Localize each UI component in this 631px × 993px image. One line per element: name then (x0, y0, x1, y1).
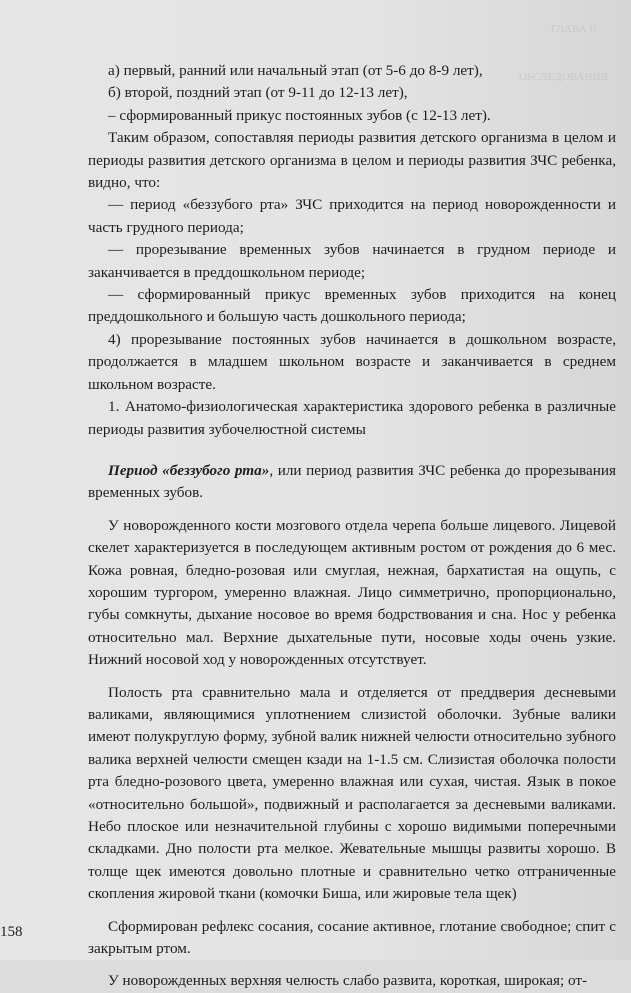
section-heading: 1. Анатомо-физиологическая характеристика здорового ребенка в различные периоды развития зубочелюстной системы (88, 398, 616, 438)
page-number: 158 (0, 924, 23, 940)
paragraph: — сформированный прикус временных зубов приходится на конец преддошкольного и большую часть дошкольного периода; (88, 286, 616, 326)
paragraph: Таким образом, сопоставляя периоды развития детского организма в целом и периоды развития детского организма в целом и периоды развития ЗЧС ребенка, видно, что: (88, 129, 616, 192)
paragraph (88, 460, 616, 505)
document-body (88, 60, 616, 993)
paragraph: У новорожденных верхняя челюсть слабо развита, короткая, широкая; от- (108, 972, 588, 990)
bleed-line: ГЛАВА II (551, 23, 597, 35)
list-line: б) второй, поздний этап (от 9-11 до 12-13 лет), (108, 84, 408, 102)
paragraph: Сформирован рефлекс сосания, сосание активное, глотание свободное; спит с закрытым ртом. (88, 917, 616, 958)
paragraph-text: , или период развития ЗЧС ребенка до прорезывания временных зубов. (88, 461, 617, 502)
paragraph: 4) прорезывание постоянных зубов начинается в дошкольном возрасте, продолжается в младшем школьном возрасте и заканчивается в среднем школьном возрасте. (88, 330, 616, 393)
paragraph: У новорожденного кости мозгового отдела черепа больше лицевого. Лицевой скелет характеризуется в последующем активным ростом от рождения до 6 мес. Кожа ровная, бледно-розовая или смуглая, нежная, бархатистая на ощупь, с хорошим тургором, умеренно влажная. Лицо симметрично, пропорционально, губы сомкнуты, дыхание носовое во время бодрствования и сна. Нос у ребенка относительно мал. Верхние дыхательные пути, носовые ходы очень узкие. Нижний носовой ход у новорожденных отсутствует. (88, 516, 616, 669)
paragraph: — прорезывание временных зубов начинается в грудном периоде и заканчивается в преддошкольном периоде; (88, 241, 616, 281)
list-line: – сформированный прикус постоянных зубов (с 12-13 лет). (108, 106, 491, 124)
term-emphasis: Период «беззубого рта» (108, 461, 270, 479)
paragraph: — период «беззубого рта» ЗЧС приходится на период новорожденности и часть грудного периода; (88, 196, 616, 236)
bleed-line: ОБСЛЕДОВАНИЯ (519, 71, 608, 83)
paragraph: Полость рта сравнительно мала и отделяется от преддверия десневыми валиками, являющимися уплотнением слизистой оболочки. Зубные валики имеют полукруглую форму, зубной валик нижней челюсти относительно зубного валика верхней челюсти смещен кзади на 1-1.5 см. Слизистая оболочка полости рта бледно-розового цвета, умеренно влажная или сухая, чистая. Язык в покое «относительно большой», подвижный и располагается за десневыми валиками. Небо плоское или незначительной глубины с хорошо видимыми поперечными складками. Дно полости рта мелкое. Жевательные мышцы развиты хорошо. В толще щек имеются довольно плотные и сравнительно четко отграниченные скопления жировой ткани (комочки Биша, или жировые тела щек) (88, 683, 616, 903)
list-line: а) первый, ранний или начальный этап (от 5-6 до 8-9 лет), (108, 62, 483, 79)
